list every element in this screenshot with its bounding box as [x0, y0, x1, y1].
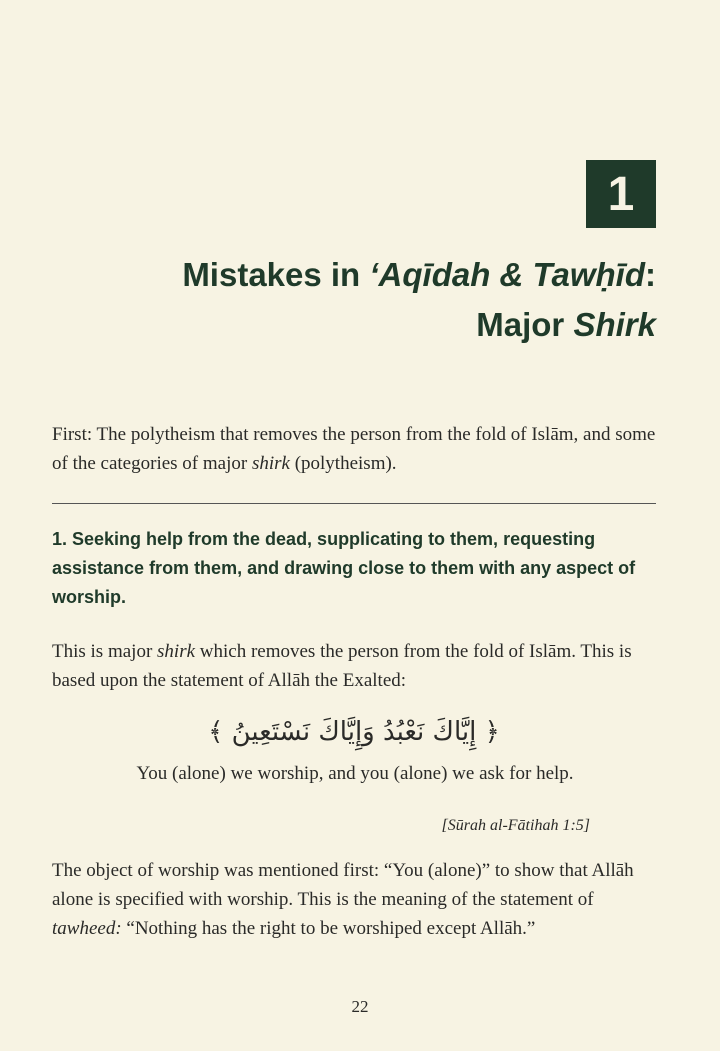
page-number: 22 — [351, 997, 369, 1016]
title-line1-plain: Mistakes in — [182, 256, 370, 293]
paragraph-2-italic: shirk — [157, 641, 196, 662]
paragraph-2-after: which removes the person from the fold of Islām. This is based upon the statement of Allāh the Exalted: — [52, 641, 632, 691]
intro-text-after: (polytheism). — [289, 453, 397, 474]
title-line1-italic: ‘Aqīdah & Tawḥīd — [369, 256, 645, 293]
verse-citation: [Sūrah al-Fātihah 1:5] — [441, 817, 590, 834]
title-line2-italic: Shirk — [573, 306, 656, 343]
intro-paragraph — [52, 420, 656, 478]
divider — [52, 503, 656, 504]
paragraph-2 — [52, 637, 656, 695]
title-line2-plain: Major — [476, 306, 574, 343]
verse-arabic: ﴿ إِيَّاكَ نَعْبُدُ وَإِيَّاكَ نَسْتَعِينُ ﴾ — [208, 717, 500, 747]
paragraph-3-before: The object of worship was mentioned first: “You (alone)” to show that Allāh alone is specified with worship. This is the meaning of the statement of — [52, 860, 634, 910]
intro-text-before: First: The polytheism that removes the person from the fold of Islām, and some of the categories of major — [52, 424, 656, 474]
paragraph-3-after: “Nothing has the right to be worshiped except Allāh.” — [121, 918, 536, 939]
chapter-number-box — [586, 160, 656, 228]
title-line1-suffix: : — [645, 256, 656, 293]
chapter-title — [56, 250, 656, 350]
intro-italic: shirk — [251, 453, 290, 474]
chapter-number: 1 — [607, 167, 635, 221]
paragraph-3 — [52, 856, 656, 943]
paragraph-2-before: This is major — [52, 641, 158, 662]
verse-translation: You (alone) we worship, and you (alone) we ask for help. — [136, 763, 574, 784]
section-heading: 1. Seeking help from the dead, supplicating to them, requesting assistance from them, and drawing close to them with any aspect of worship. — [52, 529, 636, 607]
paragraph-3-italic: tawheed: — [52, 918, 122, 939]
